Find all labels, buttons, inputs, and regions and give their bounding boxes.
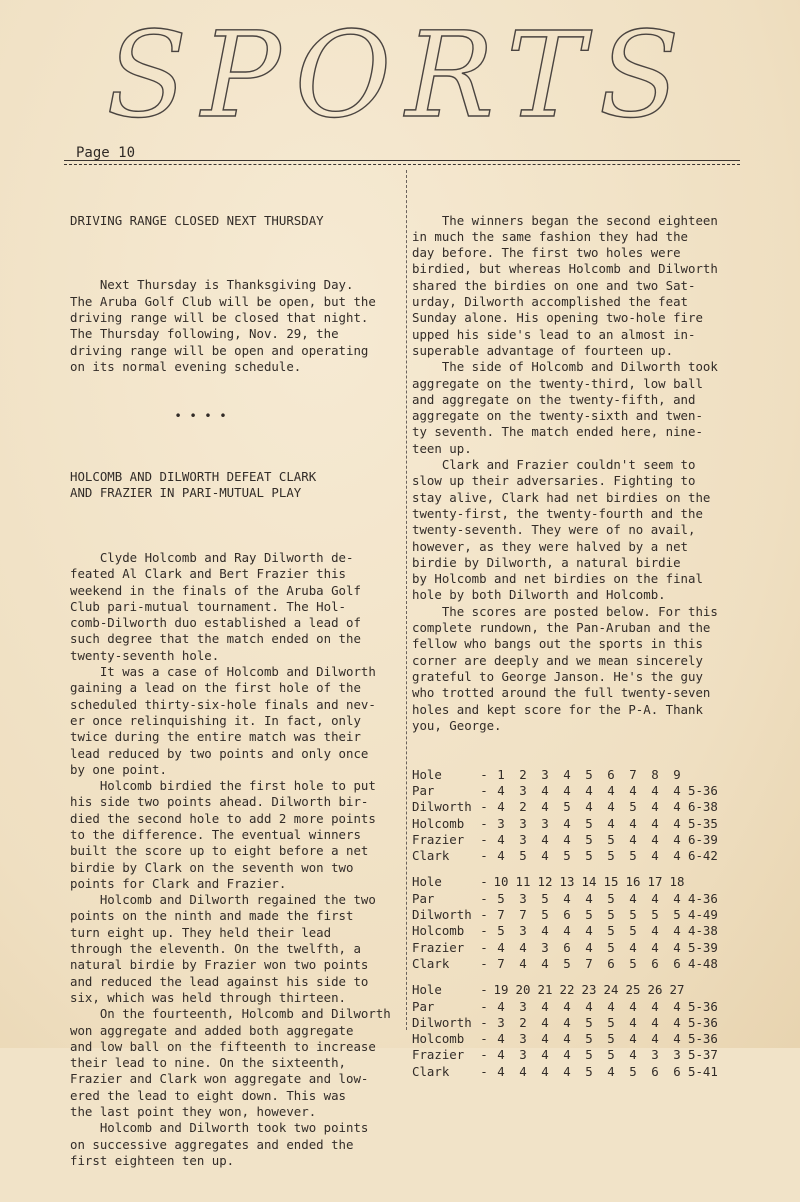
- score-cell: 4: [651, 890, 659, 906]
- dash-separator: -: [480, 998, 488, 1014]
- scorecard: [412, 767, 742, 1080]
- score-total: 5-35: [688, 815, 718, 831]
- score-row: [412, 956, 728, 972]
- score-cell: 2: [519, 799, 527, 815]
- score-total: 4-49: [688, 907, 718, 923]
- score-row: [412, 874, 728, 890]
- table-gap: [412, 972, 742, 982]
- player-name: Frazier: [412, 1047, 465, 1063]
- score-cell: 3: [519, 831, 527, 847]
- score-cell: 5: [629, 923, 637, 939]
- score-cell: 5: [607, 1031, 615, 1047]
- score-cell: 20: [515, 982, 531, 998]
- score-total: 5-39: [688, 939, 718, 955]
- score-cell: 7: [519, 907, 527, 923]
- score-cell: 4: [651, 1014, 659, 1030]
- score-cell: 4: [585, 923, 593, 939]
- score-cell: 4: [651, 782, 659, 798]
- score-cell: 4: [651, 998, 659, 1014]
- score-cell: 6: [563, 939, 571, 955]
- score-cell: 24: [603, 982, 619, 998]
- score-cell: 3: [651, 1047, 659, 1063]
- score-cell: 4: [629, 998, 637, 1014]
- score-cell: 6: [673, 955, 681, 971]
- score-cell: 5: [607, 923, 615, 939]
- score-total: 5-36: [688, 1014, 718, 1030]
- score-cell: 4: [563, 1014, 571, 1030]
- score-cell: 4: [541, 1063, 549, 1079]
- score-cell: 9: [673, 766, 681, 782]
- header-rule: [64, 160, 740, 161]
- article-driving-range: Next Thursday is Thanksgiving Day. The Aruba Golf Club will be open, but the driving range will be closed that night. The Thursday following, Nov. 29, the driving range will be open and operating on its normal evening schedule.: [70, 277, 376, 374]
- score-cell: 3: [541, 815, 549, 831]
- score-cell: 4: [585, 998, 593, 1014]
- score-cell: 4: [673, 939, 681, 955]
- score-cell: 5: [607, 1014, 615, 1030]
- score-cell: 5: [497, 890, 505, 906]
- score-cell: 4: [563, 815, 571, 831]
- score-cell: 4: [497, 998, 505, 1014]
- player-name: Holcomb: [412, 815, 465, 831]
- page-number: Page 10: [76, 145, 136, 161]
- score-cell: 4: [673, 848, 681, 864]
- score-row: [412, 816, 728, 832]
- score-cell: 4: [629, 815, 637, 831]
- score-cell: 6: [607, 766, 615, 782]
- score-cell: 4: [651, 1031, 659, 1047]
- score-cell: 14: [581, 874, 597, 890]
- score-cell: 7: [585, 955, 593, 971]
- score-cell: 4: [629, 939, 637, 955]
- score-total: 4-38: [688, 923, 718, 939]
- score-cell: 4: [563, 998, 571, 1014]
- score-cell: 3: [497, 1014, 505, 1030]
- score-cell: 4: [519, 939, 527, 955]
- score-cell: 6: [673, 1063, 681, 1079]
- score-row: [412, 783, 728, 799]
- score-cell: 5: [541, 890, 549, 906]
- score-cell: 4: [497, 782, 505, 798]
- score-total: 6-39: [688, 831, 718, 847]
- score-cell: 5: [585, 907, 593, 923]
- score-cell: 4: [629, 1031, 637, 1047]
- score-cell: 1: [497, 766, 505, 782]
- score-cell: 4: [541, 799, 549, 815]
- column-divider: [406, 170, 407, 1030]
- score-total: [688, 874, 728, 890]
- score-cell: 5: [519, 848, 527, 864]
- score-cell: 4: [563, 1063, 571, 1079]
- score-cell: 12: [537, 874, 553, 890]
- score-cell: 4: [497, 939, 505, 955]
- score-cell: 3: [519, 782, 527, 798]
- score-cell: 4: [497, 848, 505, 864]
- dash-separator: -: [480, 815, 488, 831]
- score-cell: 22: [559, 982, 575, 998]
- dash-separator: -: [480, 890, 488, 906]
- score-row: [412, 1064, 728, 1080]
- score-cell: 3: [519, 998, 527, 1014]
- dash-separator: -: [480, 1063, 488, 1079]
- score-total: 5-36: [688, 998, 718, 1014]
- score-cell: 4: [563, 923, 571, 939]
- score-row: [412, 799, 728, 815]
- score-cell: 3: [673, 1047, 681, 1063]
- player-name: Dilworth: [412, 799, 472, 815]
- score-cell: 4: [607, 815, 615, 831]
- player-name: Dilworth: [412, 907, 472, 923]
- score-row: [412, 1015, 728, 1031]
- score-cell: 23: [581, 982, 597, 998]
- score-cell: 17: [647, 874, 663, 890]
- player-name: Frazier: [412, 939, 465, 955]
- table-gap: [412, 864, 742, 874]
- score-cell: 4: [607, 1063, 615, 1079]
- score-row: [412, 923, 728, 939]
- score-row: [412, 767, 728, 783]
- score-cell: 4: [497, 1031, 505, 1047]
- score-cell: 13: [559, 874, 575, 890]
- article-pari-mutual: Clyde Holcomb and Ray Dilworth de- feated Al Clark and Bert Frazier this weekend in the finals of the Aruba Golf Club pari-mutual tournament. The Hol- comb-Dilworth duo established a lead of such degree that the match ended on the twenty-seventh hole. It was a case of Holcomb and Dilworth gaining a lead on the first hole of the scheduled thirty-six-hole finals and nev- er once relinquishing it. In fact, only twice during the entire match was their lead reduced by two points and only once by one point. Holcomb birdied the first hole to put his side two points ahead. Dilworth bir- died the second hole to add 2 more points to the difference. The eventual winners built the score up to eight before a net birdie by Clark on the seventh won two points for Clark and Frazier. Holcomb and Dilworth regained the two points on the ninth and made the first turn eight up. They held their lead through the eleventh. On the twelfth, a natural birdie by Frazier won two points and reduced the lead against his side to six, which was held through thirteen. On the fourteenth, Holcomb and Dilworth won aggregate and added both aggregate and low ball on the fifteenth to increase their lead to nine. On the sixteenth, Frazier and Clark won aggregate and low- ered the lead to eight down. This was the last point they won, however. Holcomb and Dilworth took two points on successive aggregates and ended the first eighteen ten up.: [70, 549, 391, 1168]
- score-cell: 6: [563, 907, 571, 923]
- score-total: [688, 767, 728, 783]
- score-cell: 4: [629, 890, 637, 906]
- score-cell: 4: [497, 1047, 505, 1063]
- score-cell: 5: [585, 1014, 593, 1030]
- score-cell: 6: [651, 955, 659, 971]
- score-cell: 15: [603, 874, 619, 890]
- score-total: 6-38: [688, 799, 718, 815]
- score-cell: 5: [651, 907, 659, 923]
- score-cell: 5: [585, 831, 593, 847]
- score-total: 4-36: [688, 890, 718, 906]
- score-cell: 4: [585, 890, 593, 906]
- score-cell: 4: [541, 1014, 549, 1030]
- score-cell: 3: [519, 1031, 527, 1047]
- score-cell: 4: [673, 831, 681, 847]
- score-cell: 18: [669, 874, 685, 890]
- score-row: [412, 891, 728, 907]
- score-row: [412, 1031, 728, 1047]
- score-cell: 4: [629, 782, 637, 798]
- score-table: [412, 982, 728, 1080]
- score-cell: 4: [497, 1063, 505, 1079]
- score-cell: 4: [541, 782, 549, 798]
- score-cell: 5: [585, 766, 593, 782]
- masthead-title: SPORTS: [106, 6, 694, 144]
- score-cell: 7: [497, 955, 505, 971]
- score-cell: 7: [629, 766, 637, 782]
- score-cell: 8: [651, 766, 659, 782]
- score-total: 5-37: [688, 1047, 718, 1063]
- score-cell: 4: [585, 782, 593, 798]
- score-cell: 5: [607, 890, 615, 906]
- score-cell: 4: [519, 955, 527, 971]
- score-cell: 4: [673, 890, 681, 906]
- score-cell: 2: [519, 1014, 527, 1030]
- masthead: [0, 0, 800, 150]
- score-cell: 4: [651, 848, 659, 864]
- player-name: Hole: [412, 766, 442, 782]
- score-cell: 4: [673, 1014, 681, 1030]
- score-cell: 5: [607, 831, 615, 847]
- article-continued: The winners began the second eighteen in much the same fashion they had the day before. The first two holes were birdied, but whereas Holcomb and Dilworth shared the birdies on one and two Sat- urday, Dilworth accomplished the feat Sunday alone. His opening two-hole fire upped his side's lead to an almost in- superable advantage of fourteen up. The side of Holcomb and Dilworth took aggregate on the twenty-third, low ball and aggregate on the twenty-fifth, and aggregate on the twenty-sixth and twen- ty seventh. The match ended here, nine- teen up. Clark and Frazier couldn't seem to slow up their adversaries. Fighting to stay alive, Clark had net birdies on the twenty-first, the twenty-fourth and the twenty-seventh. They were of no avail, however, as they were halved by a net birdie by Dilworth, a natural birdie by Holcomb and net birdies on the final hole by both Dilworth and Holcomb. The scores are posted below. For this complete rundown, the Pan-Aruban and the fellow who bangs out the sports in this corner are deeply and we mean sincerely grateful to George Janson. He's the guy who trotted around the full twenty-seven holes and kept score for the P-A. Thank you, George.: [412, 212, 718, 733]
- score-cell: 3: [541, 939, 549, 955]
- score-cell: 6: [651, 1063, 659, 1079]
- score-row: [412, 907, 728, 923]
- player-name: Clark: [412, 955, 450, 971]
- dash-separator: -: [480, 848, 488, 864]
- score-cell: 4: [673, 923, 681, 939]
- score-cell: 5: [607, 939, 615, 955]
- player-name: Frazier: [412, 831, 465, 847]
- score-cell: 4: [673, 782, 681, 798]
- player-name: Hole: [412, 982, 442, 998]
- score-cell: 4: [541, 955, 549, 971]
- player-name: Par: [412, 998, 435, 1014]
- score-row: [412, 982, 728, 998]
- score-cell: 4: [585, 799, 593, 815]
- dash-separator: -: [480, 766, 488, 782]
- score-cell: 4: [519, 1063, 527, 1079]
- score-cell: 6: [607, 955, 615, 971]
- score-cell: 2: [519, 766, 527, 782]
- score-total: 5-36: [688, 1031, 718, 1047]
- dash-separator: -: [480, 874, 488, 890]
- dash-separator: -: [480, 1031, 488, 1047]
- section-separator: • • • •: [70, 407, 227, 423]
- score-cell: 16: [625, 874, 641, 890]
- score-cell: 26: [647, 982, 663, 998]
- score-cell: 10: [493, 874, 509, 890]
- score-cell: 4: [563, 831, 571, 847]
- score-cell: 5: [629, 848, 637, 864]
- headline-driving-range: DRIVING RANGE CLOSED NEXT THURSDAY: [70, 212, 324, 228]
- score-cell: 4: [629, 1014, 637, 1030]
- score-cell: 4: [607, 799, 615, 815]
- score-cell: 4: [607, 782, 615, 798]
- score-cell: 4: [541, 1047, 549, 1063]
- dash-separator: -: [480, 955, 488, 971]
- score-cell: 5: [629, 955, 637, 971]
- score-cell: 4: [563, 1031, 571, 1047]
- score-cell: 4: [651, 939, 659, 955]
- score-total: 5-36: [688, 782, 718, 798]
- score-cell: 4: [673, 815, 681, 831]
- dash-separator: -: [480, 831, 488, 847]
- score-cell: 5: [563, 799, 571, 815]
- player-name: Par: [412, 890, 435, 906]
- score-row: [412, 999, 728, 1015]
- score-total: 6-42: [688, 848, 718, 864]
- dash-separator: -: [480, 782, 488, 798]
- score-cell: 5: [607, 848, 615, 864]
- score-cell: 5: [497, 923, 505, 939]
- score-cell: 25: [625, 982, 641, 998]
- player-name: Holcomb: [412, 1031, 465, 1047]
- right-column: [412, 180, 742, 1113]
- dash-separator: -: [480, 923, 488, 939]
- score-cell: 4: [541, 848, 549, 864]
- score-cell: 4: [673, 998, 681, 1014]
- score-table: [412, 874, 728, 972]
- player-name: Clark: [412, 1063, 450, 1079]
- score-cell: 21: [537, 982, 553, 998]
- score-total: 5-41: [688, 1063, 718, 1079]
- dash-separator: -: [480, 907, 488, 923]
- score-row: [412, 940, 728, 956]
- score-cell: 4: [563, 890, 571, 906]
- dash-separator: -: [480, 1014, 488, 1030]
- score-row: [412, 1047, 728, 1063]
- score-cell: 19: [493, 982, 509, 998]
- score-cell: 5: [585, 1047, 593, 1063]
- score-cell: 5: [629, 1063, 637, 1079]
- score-cell: 5: [629, 907, 637, 923]
- left-column: [70, 180, 400, 1202]
- score-cell: 5: [563, 955, 571, 971]
- score-cell: 5: [563, 848, 571, 864]
- score-cell: 11: [515, 874, 531, 890]
- score-cell: 5: [541, 907, 549, 923]
- score-table: [412, 767, 728, 865]
- header-rule-dashed: [64, 164, 740, 165]
- score-cell: 5: [585, 1063, 593, 1079]
- score-cell: 4: [563, 782, 571, 798]
- dash-separator: -: [480, 799, 488, 815]
- score-cell: 5: [585, 848, 593, 864]
- score-cell: 4: [497, 831, 505, 847]
- score-cell: 4: [563, 1047, 571, 1063]
- score-cell: 4: [541, 831, 549, 847]
- score-cell: 4: [651, 799, 659, 815]
- score-cell: 4: [629, 1047, 637, 1063]
- score-cell: 5: [607, 907, 615, 923]
- score-cell: 4: [585, 939, 593, 955]
- score-cell: 4: [651, 815, 659, 831]
- score-cell: 3: [519, 923, 527, 939]
- score-cell: 4: [651, 923, 659, 939]
- score-cell: 4: [607, 998, 615, 1014]
- score-total: 4-48: [688, 955, 718, 971]
- score-cell: 3: [519, 815, 527, 831]
- score-cell: 4: [497, 799, 505, 815]
- score-cell: 4: [651, 831, 659, 847]
- score-cell: 5: [673, 907, 681, 923]
- score-cell: 3: [541, 766, 549, 782]
- score-cell: 4: [541, 1031, 549, 1047]
- score-cell: 7: [497, 907, 505, 923]
- score-cell: 3: [497, 815, 505, 831]
- headline-pari-mutual: HOLCOMB AND DILWORTH DEFEAT CLARK AND FRAZIER IN PARI-MUTUAL PLAY: [70, 468, 317, 501]
- score-cell: 4: [541, 998, 549, 1014]
- dash-separator: -: [480, 982, 488, 998]
- score-row: [412, 848, 728, 864]
- score-cell: 4: [629, 831, 637, 847]
- score-cell: 3: [519, 1047, 527, 1063]
- score-cell: 3: [519, 890, 527, 906]
- dash-separator: -: [480, 939, 488, 955]
- player-name: Dilworth: [412, 1014, 472, 1030]
- score-cell: 5: [629, 799, 637, 815]
- score-total: [688, 982, 728, 998]
- player-name: Hole: [412, 874, 442, 890]
- score-cell: 4: [673, 1031, 681, 1047]
- score-row: [412, 832, 728, 848]
- dash-separator: -: [480, 1047, 488, 1063]
- player-name: Holcomb: [412, 923, 465, 939]
- score-cell: 4: [563, 766, 571, 782]
- score-cell: 4: [541, 923, 549, 939]
- player-name: Par: [412, 782, 435, 798]
- score-cell: 5: [585, 1031, 593, 1047]
- player-name: Clark: [412, 848, 450, 864]
- score-cell: 4: [673, 799, 681, 815]
- score-cell: 27: [669, 982, 685, 998]
- score-cell: 5: [585, 815, 593, 831]
- score-cell: 5: [607, 1047, 615, 1063]
